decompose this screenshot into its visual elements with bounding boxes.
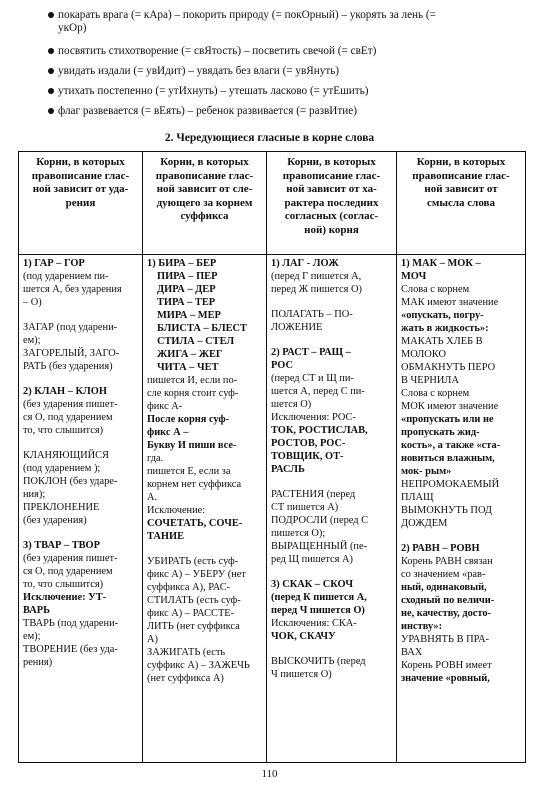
cell-line: то, что слышится): [23, 579, 104, 590]
cell-line: новиться влажным,: [401, 453, 495, 464]
cell-line: РОСТОВ, РОС-: [271, 438, 346, 449]
cell-line: ся О, под ударением: [23, 566, 113, 577]
cell-line: ПИРА – ПЕР: [157, 271, 218, 282]
cell-meaning-roots: [397, 255, 526, 763]
cell-line: МАКАТЬ ХЛЕБ В: [401, 336, 483, 347]
cell-line: то, что слышится): [23, 425, 104, 436]
cell-line: шется О): [271, 399, 312, 410]
cell-line: Корень РОВН имеет: [401, 660, 492, 671]
cell-line: 3) СКАК – СКОЧ: [271, 579, 353, 590]
cell-line: (без ударения пишет-: [23, 553, 118, 564]
cell-line: корнем нет суффикса: [147, 479, 242, 490]
cell-line: [271, 334, 392, 346]
cell-line: 3) ТВАР – ТВОР: [23, 540, 100, 551]
cell-line: фикс А) – УБЕРУ (нет: [147, 569, 246, 580]
cell-line: Букву И пиши все-: [147, 440, 237, 451]
cell-line: (под ударением );: [23, 463, 101, 474]
cell-line: шется А, без ударения: [23, 284, 122, 295]
bullet-icon: [48, 68, 54, 74]
cell-line: ЧИТА – ЧЕТ: [157, 362, 219, 373]
vowel-table: [18, 151, 526, 763]
bullet-item: флаг развевается (= вЕять) – ребенок развивается (= развИтие): [58, 105, 357, 118]
cell-line: (без ударения): [23, 515, 87, 526]
cell-line: перед Ч пишется О): [271, 605, 365, 616]
cell-line: УБИРАТЬ (есть суф-: [147, 556, 239, 567]
cell-line: МОЧ: [401, 271, 427, 282]
cell-line: РАТЬ (без ударения): [23, 361, 113, 372]
cell-line: [23, 527, 138, 539]
cell-line: БЛИСТА – БЛЕСТ: [157, 323, 247, 334]
cell-line: РОС: [271, 360, 293, 371]
cell-line: 2) РАСТ – РАЩ –: [271, 347, 351, 358]
cell-line: СОЧЕТАТЬ, СОЧЕ-: [147, 518, 243, 529]
cell-line: [271, 296, 392, 308]
cell-line: ем);: [23, 335, 41, 346]
cell-line: [271, 476, 392, 488]
cell-line: Слова с корнем: [401, 284, 470, 295]
cell-line: СТИЛА – СТЕЛ: [157, 336, 235, 347]
cell-line: РАСТЕНИЯ (перед: [271, 489, 356, 500]
cell-line: ТВОРЕНИЕ (без уда-: [23, 644, 118, 655]
bullet-item: утихать постепенно (= утИхнуть) – утешать ласково (= утЕшить): [58, 85, 368, 98]
cell-line: ся О, под ударением: [23, 412, 113, 423]
cell-line: «пропускать или не: [401, 414, 494, 425]
cell-stress-roots: [19, 255, 143, 763]
cell-line: ТАНИЕ: [147, 531, 185, 542]
cell-line: пишется О);: [271, 528, 326, 539]
cell-line: [401, 530, 521, 542]
cell-line: ЗАГОРЕЛЫЙ, ЗАГО-: [23, 348, 120, 359]
cell-line: фикс А-: [147, 401, 183, 412]
cell-line: А.: [147, 492, 158, 503]
section-title: 2. Чередующиеся гласные в корне слова: [164, 132, 375, 144]
cell-line: ДИРА – ДЕР: [157, 284, 216, 295]
cell-line: Корень РАВН связан: [401, 556, 493, 567]
cell-line: ния);: [23, 489, 46, 500]
cell-line: Исключение:: [147, 505, 206, 516]
cell-line: А): [147, 634, 158, 645]
cell-line: СТ пишется А): [271, 502, 339, 513]
cell-line: (под ударением пи-: [23, 271, 109, 282]
cell-line: ВЫРАЩЕННЫЙ (пе-: [271, 541, 368, 552]
cell-line: ВЫМОКНУТЬ ПОД: [401, 505, 493, 516]
cell-line: ем);: [23, 631, 41, 642]
header-col2: Корни, в которых правописание глас- ной зависит от сле- дующего за корнем суффикса: [143, 152, 267, 255]
cell-line: 1) БИРА – БЕР: [147, 258, 217, 269]
bullet-icon: [48, 88, 54, 94]
cell-line: (без ударения пишет-: [23, 399, 118, 410]
cell-line: сле корня стоит суф-: [147, 388, 239, 399]
cell-line: [271, 643, 392, 655]
cell-line: 1) ЛАГ - ЛОЖ: [271, 258, 339, 269]
cell-line: 2) КЛАН – КЛОН: [23, 386, 107, 397]
cell-line: – О): [23, 297, 42, 308]
header-col1: Корни, в которых правописание глас- ной зависит от уда- рения: [19, 152, 143, 255]
cell-line: Исключения: РОС-: [271, 412, 356, 423]
cell-line: ЗАГАР (под ударени-: [23, 322, 118, 333]
cell-line: [23, 373, 138, 385]
cell-line: [23, 437, 138, 449]
cell-line: ВЫСКОЧИТЬ (перед: [271, 656, 366, 667]
cell-line: КЛАНЯЮЩИЙСЯ: [23, 450, 109, 461]
cell-line: (перед Г пишется А,: [271, 271, 362, 282]
cell-line: Исключение: УТ-: [23, 592, 107, 603]
cell-line: МИРА – МЕР: [157, 310, 221, 321]
cell-line: ный, одинаковый,: [401, 582, 487, 593]
cell-line: 1) ГАР – ГОР: [23, 258, 85, 269]
bullet-item: увидать издали (= увИдит) – увядать без влаги (= увЯнуть): [58, 65, 339, 78]
bullet-icon: [48, 48, 54, 54]
cell-line: пропускать жид-: [401, 427, 480, 438]
cell-line: [271, 566, 392, 578]
cell-line: фикс А) – РАССТЕ-: [147, 608, 235, 619]
cell-line: перед Ж пишется О): [271, 284, 362, 295]
cell-line: ПОКЛОН (без ударе-: [23, 476, 118, 487]
cell-line: ДОЖДЕМ: [401, 518, 448, 529]
cell-line: «опускать, погру-: [401, 310, 484, 321]
cell-line: [23, 309, 138, 321]
cell-line: не, качеству, досто-: [401, 608, 492, 619]
cell-line: В ЧЕРНИЛА: [401, 375, 459, 386]
cell-line: ЖИГА – ЖЕГ: [157, 349, 223, 360]
cell-line: со значением «рав-: [401, 569, 486, 580]
cell-line: ПОЛАГАТЬ – ПО-: [271, 309, 353, 320]
cell-line: шется А, перед С пи-: [271, 386, 365, 397]
cell-line: УРАВНЯТЬ В ПРА-: [401, 634, 490, 645]
cell-line: ред Щ пишется А): [271, 554, 353, 565]
cell-line: ВАХ: [401, 647, 423, 658]
cell-line: После корня суф-: [147, 414, 230, 425]
cell-line: (нет суффикса А): [147, 673, 224, 684]
cell-line: суффикса А), РАС-: [147, 582, 231, 593]
cell-line: гда.: [147, 453, 164, 464]
cell-line: (перед К пишется А,: [271, 592, 367, 603]
cell-line: ТВАРЬ (под ударени-: [23, 618, 119, 629]
cell-line: мок- рым»: [401, 466, 452, 477]
cell-suffix-roots: [143, 255, 267, 763]
cell-line: значение «ровный,: [401, 673, 490, 684]
cell-line: ЛИТЬ (нет суффикса: [147, 621, 240, 632]
bullet-icon: [48, 12, 54, 18]
cell-line: ПЛАЩ: [401, 492, 434, 503]
cell-line: РАСЛЬ: [271, 464, 305, 475]
cell-line: рения): [23, 657, 53, 668]
page-number: 110: [261, 768, 278, 780]
cell-line: ЛОЖЕНИЕ: [271, 322, 323, 333]
cell-line: (перед СТ и Щ пи-: [271, 373, 354, 384]
bullet-item: посвятить стихотворение (= свЯтость) – посветить свечой (= свЕт): [58, 45, 376, 58]
cell-line: 2) РАВН – РОВН: [401, 543, 480, 554]
cell-line: ТОВЩИК, ОТ-: [271, 451, 344, 462]
cell-line: пишется И, если по-: [147, 375, 238, 386]
cell-line: МОЛОКО: [401, 349, 446, 360]
cell-line: ПРЕКЛОНЕНИЕ: [23, 502, 100, 513]
cell-line: СТИЛАТЬ (есть суф-: [147, 595, 241, 606]
cell-line: фикс А –: [147, 427, 189, 438]
cell-line: ВАРЬ: [23, 605, 50, 616]
cell-line: суффикс А) – ЗАЖЕЧЬ: [147, 660, 250, 671]
cell-line: МАК имеют значение: [401, 297, 499, 308]
cell-line: жать в жидкость»:: [401, 323, 489, 334]
cell-line: ПОДРОСЛИ (перед С: [271, 515, 369, 526]
bullet-item: покарать врага (= кАра) – покорить природу (= покОрный) – укорять за лень (=: [58, 9, 436, 22]
cell-line: ТОК, РОСТИСЛАВ,: [271, 425, 368, 436]
cell-line: МОК имеют значение: [401, 401, 499, 412]
cell-line: НЕПРОМОКАЕМЫЙ: [401, 479, 500, 490]
cell-line: 1) МАК – МОК –: [401, 258, 481, 269]
cell-line: кость», а также «ста-: [401, 440, 501, 451]
cell-line: сходный по величи-: [401, 595, 495, 606]
bullet-icon: [48, 108, 54, 114]
cell-line: Слова с корнем: [401, 388, 470, 399]
cell-line: ЧОК, СКАЧУ: [271, 631, 336, 642]
cell-line: ЗАЖИГАТЬ (есть: [147, 647, 226, 658]
header-col3: Корни, в которых правописание глас- ной зависит от ха- рактера последних согласных (соглас- ной) корня: [267, 152, 397, 255]
cell-line: пишется Е, если за: [147, 466, 231, 477]
cell-consonant-roots: [267, 255, 397, 763]
cell-line: инству»:: [401, 621, 443, 632]
cell-line: Ч пишется О): [271, 669, 332, 680]
cell-line: Исключения: СКА-: [271, 618, 357, 629]
bullet-continuation: укОр): [58, 22, 87, 34]
cell-line: ОБМАКНУТЬ ПЕРО: [401, 362, 496, 373]
header-col4: Корни, в которых правописание глас- ной зависит от смысла слова: [397, 152, 526, 255]
cell-line: ТИРА – ТЕР: [157, 297, 216, 308]
cell-line: [147, 543, 262, 555]
